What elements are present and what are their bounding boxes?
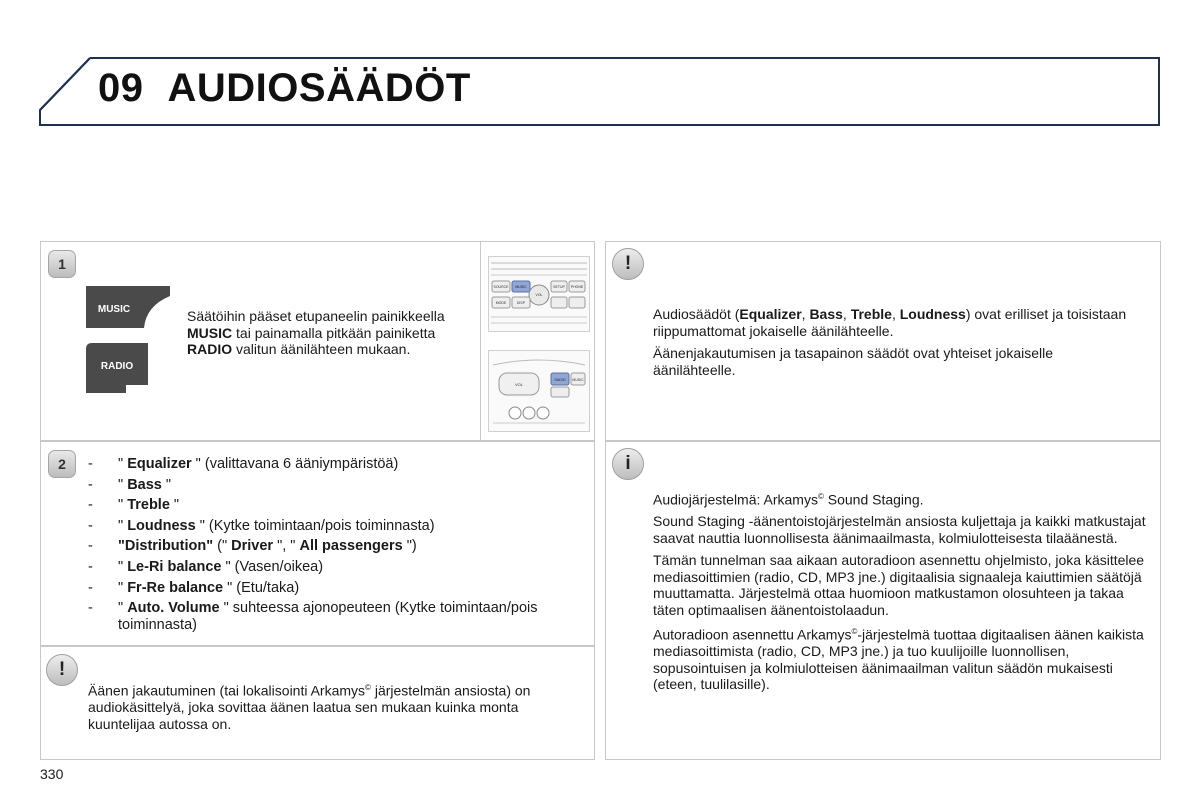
list-item-label: Bass (127, 476, 162, 493)
warning-right-text (653, 306, 1128, 384)
list-item: - " Le-Ri balance " (Vasen/oikea) (88, 557, 588, 578)
info-right-p4-a: Autoradioon asennettu Arkamys (653, 626, 852, 643)
list-item-label: Loudness (127, 517, 196, 534)
separator: , (891, 306, 900, 322)
info-right-text (653, 489, 1148, 699)
warning-right-p1 (653, 306, 1128, 339)
console-bottom-drawing (489, 351, 589, 431)
separator: , (842, 306, 851, 322)
radio-button-shape (86, 343, 148, 393)
step-2-badge: 2 (48, 450, 76, 478)
music-button-label: MUSIC (97, 304, 131, 315)
console-bottom-image (488, 350, 590, 432)
radio-button-label: RADIO (100, 361, 134, 372)
info-right-p3: Tämän tunnelman saa aikaan autoradioon asennettu ohjelmisto, joka käsittelee mediasoittimien (radio, CD, MP3 jne.) digitaalisia signaaleja kaiuttimien säätöjä muuttamatta. Järjestelmä ottaa huomioon matkustamon olosuhteen ja takaa täten optimaalisen äänentoistolaadun. (653, 552, 1145, 618)
term-loudness: Loudness (899, 306, 966, 322)
list-item (88, 536, 588, 557)
list-item-label: Treble (127, 497, 170, 514)
list-item-desc: (Vasen/oikea) (230, 558, 324, 575)
info-icon: i (612, 448, 644, 480)
console-top-label-source: SOURCE (493, 285, 509, 289)
list-item: - " Loudness " (Kytke toimintaan/pois toiminnasta) (88, 516, 588, 537)
list-item-label: "Distribution" (118, 538, 214, 555)
info-right-p1 (653, 489, 1148, 508)
console-top-label-music: MUSIC (515, 285, 527, 289)
music-button-shape (86, 286, 170, 328)
warning-left-text (88, 680, 583, 732)
list-item-label: Le-Ri balance (127, 558, 222, 575)
page-number: 330 (40, 766, 64, 782)
list-item-label: Equalizer (127, 456, 192, 472)
info-right-p1-b: Sound Staging. (823, 491, 924, 508)
list-item: - " Auto. Volume " suhteessa ajonopeuteen (Kytke toimintaan/pois toiminnasta) (88, 598, 588, 633)
music-button-image (86, 286, 170, 328)
warning-icon: ! (612, 248, 644, 280)
info-right-p4 (653, 624, 1148, 693)
list-item: - " Treble " (88, 495, 588, 516)
list-item-desc: suhteessa ajonopeuteen (Kytke toimintaan/pois toiminnasta) (118, 600, 538, 633)
info-right-p1-a: Audiojärjestelmä: Arkamys (653, 491, 818, 508)
info-right-p4-b: -järjestelmä tuottaa digitaalisen äänen kaikista mediasoittimista (radio, CD, MP3 jne.) ja tuo kuulijoille luonnollisen, sopusointuisen ja kolmiulotteisen äänimaailman valitun säädön mukaisesti (eteen, tuulilasille). (653, 626, 1144, 693)
list-item-desc: (valittavana 6 ääniympäristöä) (200, 456, 399, 472)
chapter-number: 09 (98, 66, 144, 110)
step1-text-c: valitun äänilähteen mukaan. (232, 341, 411, 357)
console-top-drawing (489, 257, 589, 331)
step-1-badge: 1 (48, 250, 76, 278)
list-item-option-driver: Driver (231, 538, 274, 555)
list-item-option-all: All passengers (299, 538, 403, 555)
list-item: - " Equalizer " (valittavana 6 ääniympäristöä) (88, 454, 588, 475)
copyright-sup: © (851, 627, 858, 637)
list-item: - " Bass " (88, 475, 588, 496)
list-item-punct: ", " (273, 538, 300, 555)
term-equalizer: Equalizer (739, 306, 802, 322)
warning-icon: ! (46, 654, 78, 686)
console-top-label-vol: VOL (535, 293, 543, 297)
info-right-p2: Sound Staging -äänentoistojärjestelmän ansiosta kuljettaja ja kaikki matkustajat saavat nauttia luonnollisesta äänimaailmasta, kolmiulotteisesta tilaäänestä. (653, 513, 1146, 546)
list-item: - " Fr-Re balance " (Etu/taka) (88, 578, 588, 599)
console-bottom-label-radio: RADIO (554, 378, 566, 382)
console-top-label-phone: PHONE (570, 285, 584, 289)
console-top-label-mode: MODE (495, 301, 507, 305)
console-bottom-label-music: MUSIC (572, 378, 584, 382)
list-item-punct: (" (213, 538, 232, 555)
separator: , (801, 306, 810, 322)
step1-text-radio: RADIO (187, 341, 233, 357)
console-top-image (488, 256, 590, 332)
warning-right-p2: Äänenjakautumisen ja tasapainon säädöt ovat yhteiset jokaiselle äänilähteelle. (653, 345, 1054, 378)
warning-right-p1-a: Audiosäädöt ( (653, 306, 740, 322)
list-item-punct: ") (402, 538, 417, 555)
step1-text-music: MUSIC (187, 324, 233, 341)
console-top-label-setup: SETUP (553, 285, 565, 289)
radio-button-image (86, 343, 148, 393)
step1-text-b: tai painamalla pitkään painiketta (232, 324, 436, 341)
audio-settings-list (88, 454, 588, 633)
warning-left-text-a: Äänen jakautuminen (tai lokalisointi Arkamys (88, 682, 366, 699)
chapter-title-text: AUDIOSÄÄDÖT (167, 66, 471, 110)
list-item-desc: (Etu/taka) (232, 579, 300, 596)
warning-left-text-b: järjestelmän ansiosta) on audiokäsittelyä, joka sovittaa äänen laatua sen mukaan kuinka monta kuuntelijaa autossa on. (88, 682, 531, 732)
copyright-sup: © (817, 492, 824, 501)
step1-text-a: Säätöihin pääset etupaneelin painikkeella (187, 308, 445, 324)
list-item-label: Fr-Re balance (127, 579, 224, 596)
list-item-desc: (Kytke toimintaan/pois toiminnasta) (204, 517, 435, 534)
step1-text (187, 308, 452, 358)
term-bass: Bass (809, 306, 843, 322)
console-top-label-disp: DISP (516, 301, 526, 305)
copyright-sup: © (365, 683, 371, 692)
console-bottom-label-vol: VOL (514, 382, 524, 387)
warning-right-p1-b: ) ovat erilliset ja toisistaan riippumattomat jokaiselle äänilähteelle. (653, 306, 1127, 339)
chapter-title (98, 66, 471, 111)
list-item-label: Auto. Volume (127, 600, 220, 617)
term-treble: Treble (850, 306, 892, 322)
